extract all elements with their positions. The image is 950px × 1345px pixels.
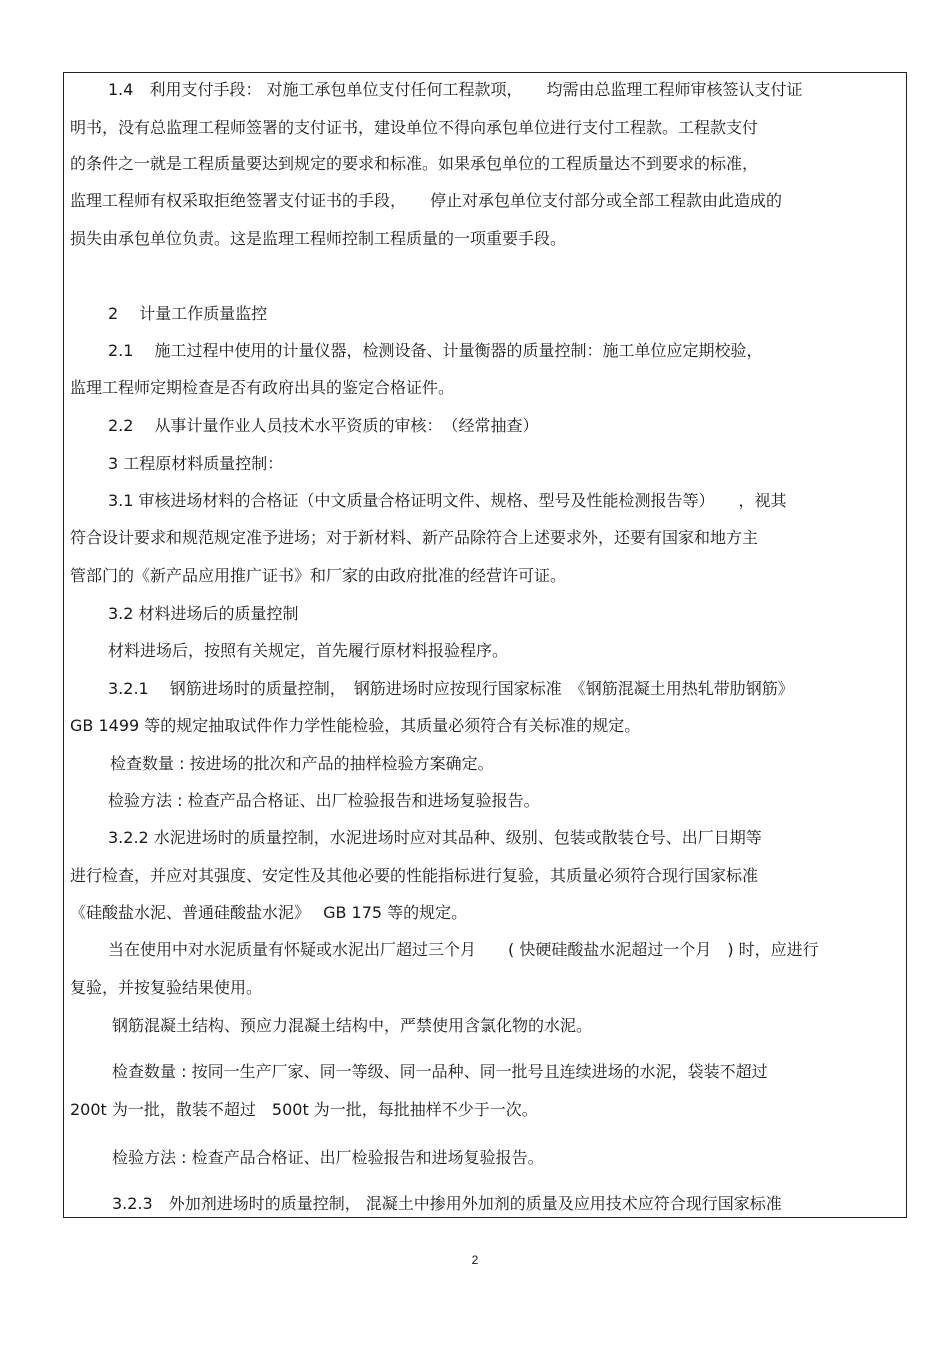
page-number: 2	[471, 1253, 479, 1267]
text-line: 2.1 施工过程中使用的计量仪器，检测设备、计量衡器的质量控制：施工单位应定期校验，	[108, 341, 763, 360]
text-line: 检查数量 : 按同一生产厂家、同一等级、同一品种、同一批号且连续进场的水泥，袋装不超过	[112, 1062, 768, 1081]
text-line: 1.4 利用支付手段： 对施工承包单位支付任何工程款项， 均需由总监理工程师审核签认支付证	[108, 80, 803, 99]
text-line: 符合设计要求和规范规定准予进场；对于新材料、新产品除符合上述要求外，还要有国家和地方主	[70, 528, 759, 547]
text-line: 3.2.1 钢筋进场时的质量控制， 钢筋进场时应按现行国家标准 《钢筋混凝土用热轧带肋钢筋》	[108, 679, 794, 698]
text-line: 《硅酸盐水泥、普通硅酸盐水泥》 GB 175 等的规定。	[70, 903, 468, 922]
text-line: 检查数量 : 按进场的批次和产品的抽样检验方案确定。	[110, 754, 494, 773]
text-line: 损失由承包单位负责。这是监理工程师控制工程质量的一项重要手段。	[70, 229, 567, 248]
text-line: 3.2.3 外加剂进场时的质量控制， 混凝土中掺用外加剂的质量及应用技术应符合现行国家标准	[112, 1194, 782, 1213]
text-line: 监理工程师定期检查是否有政府出具的鉴定合格证件。	[70, 378, 455, 397]
text-line: 2.2 从事计量作业人员技术水平资质的审核： （经常抽查）	[108, 416, 539, 435]
text-line: 复验，并按复验结果使用。	[70, 978, 263, 997]
text-line: 当在使用中对水泥质量有怀疑或水泥出厂超过三个月 ( 快硬硅酸盐水泥超过一个月 ) 时，应进行	[108, 940, 819, 959]
text-line: 检验方法 : 检查产品合格证、出厂检验报告和进场复验报告。	[112, 1148, 544, 1167]
text-line: 检验方法 : 检查产品合格证、出厂检验报告和进场复验报告。	[108, 791, 540, 810]
text-line: 3.2 材料进场后的质量控制	[108, 604, 299, 623]
text-line: 管部门的《新产品应用推广证书》和厂家的由政府批准的经营许可证。	[70, 566, 567, 585]
text-line: 200t 为一批，散装不超过 500t 为一批，每批抽样不少于一次。	[70, 1100, 538, 1119]
text-line: 监理工程师有权采取拒绝签署支付证书的手段， 停止对承包单位支付部分或全部工程款由此造成的	[70, 191, 783, 210]
text-line: 3.2.2 水泥进场时的质量控制，水泥进场时应对其品种、级别、包装或散装仓号、出厂日期等	[108, 828, 762, 847]
text-line: GB 1499 等的规定抽取试件作力学性能检验，其质量必须符合有关标准的规定。	[70, 716, 641, 735]
text-line: 材料进场后，按照有关规定，首先履行原材料报验程序。	[108, 641, 509, 660]
text-line: 3 工程原材料质量控制：	[108, 454, 284, 473]
text-line: 钢筋混凝土结构、预应力混凝土结构中，严禁使用含氯化物的水泥。	[112, 1016, 593, 1035]
text-line: 进行检查，并应对其强度、安定性及其他必要的性能指标进行复验，其质量必须符合现行国家标准	[70, 866, 759, 885]
text-line: 明书，没有总监理工程师签署的支付证书，建设单位不得向承包单位进行支付工程款。工程款支付	[70, 118, 759, 137]
text-line: 的条件之一就是工程质量要达到规定的要求和标准。如果承包单位的工程质量达不到要求的标准，	[70, 154, 759, 173]
text-line: 3.1 审核进场材料的合格证（中文质量合格证明文件、规格、型号及性能检测报告等） ，视其	[108, 491, 787, 510]
text-line: 2 计量工作质量监控	[108, 304, 268, 323]
